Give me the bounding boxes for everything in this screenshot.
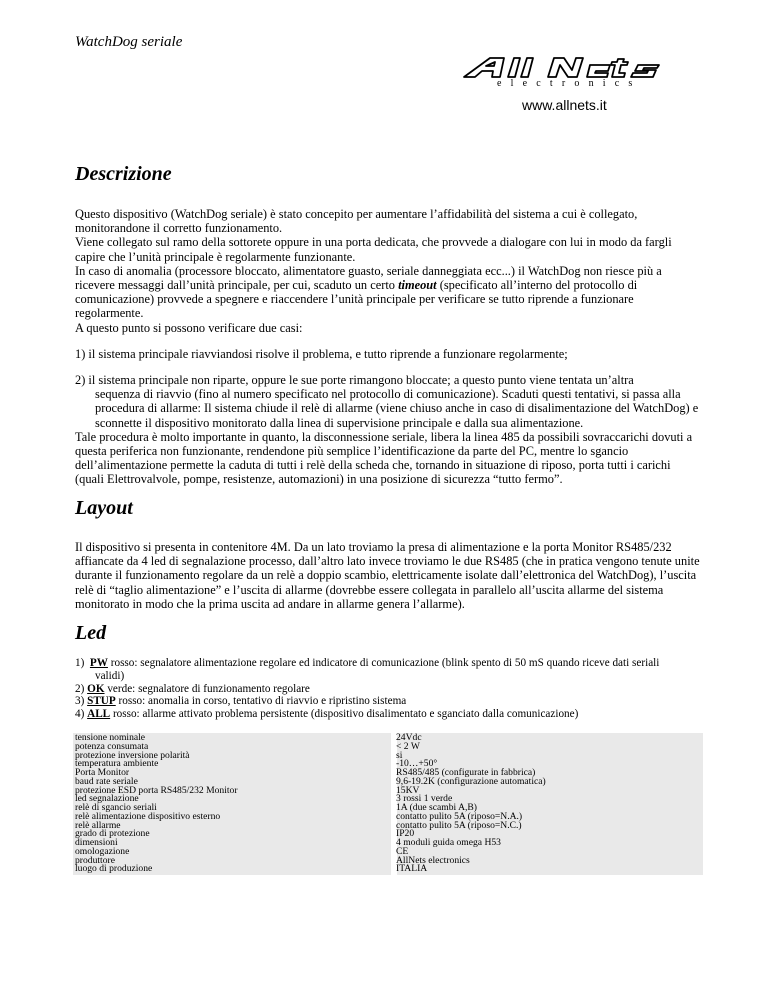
logo-subtitle: electronics [497,78,642,89]
descrizione-body [75,207,700,487]
spec-row: luogo di produzione ITALIA [75,863,428,875]
header-title: WatchDog seriale [75,34,183,50]
spec-row: baud rate seriale 9,6-19.2K (configurazione automatica) [75,775,546,787]
spec-row: temperatura ambiente -10…+50° [75,758,438,770]
led-item: 3) STUP rosso: anomalia in corso, tentativo di riavvio e ripristino sistema [75,695,407,708]
led-item: 2) OK verde: segnalatore di funzionamento regolare [75,682,310,695]
specs-table [73,733,703,875]
paragraph: In caso di anomalia (processore bloccato, alimentatore guasto, seriale danneggiata ecc...) il WatchDog non riesce più a ricevere messaggi dall’unità principale, per cui, scaduto un certo timeout (specificato all’interno del protocollo di comunicazione) provvede a spegnere e riaccendere l’unità principale per verificare se tutto riprende a funzionare regolarmente. [75,263,662,321]
led-item-continued: validi) [95,669,125,682]
led-code: STUP [87,695,116,708]
spec-row: grado di protezione IP20 [75,828,415,840]
spec-row: produttore AllNets electronics [75,854,470,866]
led-code: ALL [87,708,111,721]
section-heading-led: Led [75,622,107,644]
led-item: 4) ALL rosso: allarme attivato problema persistente (dispositivo disalimentato e sganciato dalla comunicazione) [75,708,579,721]
case-2: 2) il sistema principale non riparte, oppure le sue porte rimangono bloccate; a questo punto viene tentata un’altra [75,373,634,388]
case-1: 1) il sistema principale riavviandosi risolve il problema, e tutto riprende a funzionare regolarmente; [75,346,568,361]
timeout-term: timeout [398,278,437,293]
section-heading-layout: Layout [75,497,133,519]
spec-row: potenza consumata < 2 W [75,740,420,752]
allnets-logo [460,55,682,99]
spec-row: relè di sgancio seriali 1A (due scambi A,B) [75,802,478,813]
led-item: 1) PW rosso: segnalatore alimentazione regolare ed indicatore di comunicazione (blink spento di 50 mS quando riceve dati seriali [75,657,660,669]
website-url[interactable]: www.allnets.it [522,97,607,113]
spec-row: led segnalazione 3 rossi 1 verde [75,793,453,805]
led-code: OK [87,682,105,695]
spec-row: omologazione CE [75,845,409,857]
spec-row: tensione nominale 24Vdc [75,732,422,743]
led-list [75,657,700,721]
case-2-continued: sequenza di riavvio (fino al numero specificato nel protocollo di comunicazione). Scaduti questi tentativi, si passa alla procedura di allarme: Il sistema chiude il relè di allarme (viene chiuso anche in caso di disalimentazione del WatchDog) e sconnette il dispositivo monitorato dalla linea di supervisione principale e dalla sua alimentazione. [95,387,699,430]
led-code: PW [89,657,108,669]
layout-body [75,540,700,611]
spec-row: Porta Monitor RS485/485 (configurate in fabbrica) [75,767,536,778]
section-heading-descrizione: Descrizione [75,163,172,185]
paragraph: A questo punto si possono verificare due casi: [75,320,303,335]
spec-row: protezione inversione polarità si [75,749,403,761]
paragraph: Tale procedura è molto importante in quanto, la disconnessione seriale, libera la linea 485 da possibili sovraccarichi dovuti a questa periferica non funzionante, rendendone più semplice l’identificazione da parte del PC, mentre lo sgancio dell’alimentazione permette la caduta di tutti i relè della scheda che, tornando in situazione di riposo, porta tutti i carichi (quali Elettrovalvole, pompe, resistenze, automazioni) in una posizione di sicurezza “tutto fermo”. [75,429,693,487]
spec-row: relè allarme contatto pulito 5A (riposo=N.C.) [75,819,522,831]
paragraph: Il dispositivo si presenta in contenitore 4M. Da un lato troviamo la presa di alimentazione e la porta Monitor RS485/232 affiancate da 4 led di segnalazione processo, dall’altro lato invece troviamo le due RS485 (che in pratica vengono tenute unite durante il funzionamento regolare da un relè a doppio scambio, elettricamente isolate dall’elettronica del WatchDog), l’uscita relè di “taglio alimentazione” e l’uscita di allarme (dovrebbe essere collegata in parallelo all’uscita allarme del sistema monitorato in modo che la prima uscita ad andare in allarme genera l’allarme). [75,540,700,611]
spec-row: relè alimentazione dispositivo esterno contatto pulito 5A (riposo=N.A.) [75,810,523,822]
paragraph: Viene collegato sul ramo della sottorete oppure in una porta dedicata, che provvede a dialogare con lui in modo da fargli capire che l’unità principale è regolarmente funzionante. [75,235,672,264]
paragraph: Questo dispositivo (WatchDog seriale) è stato concepito per aumentare l’affidabilità del sistema a cui è collegato, monitorandone il corretto funzionamento. [75,207,638,236]
spec-row: dimensioni 4 moduli guida omega H53 [75,837,501,848]
spec-row: protezione ESD porta RS485/232 Monitor 15KV [75,784,420,796]
